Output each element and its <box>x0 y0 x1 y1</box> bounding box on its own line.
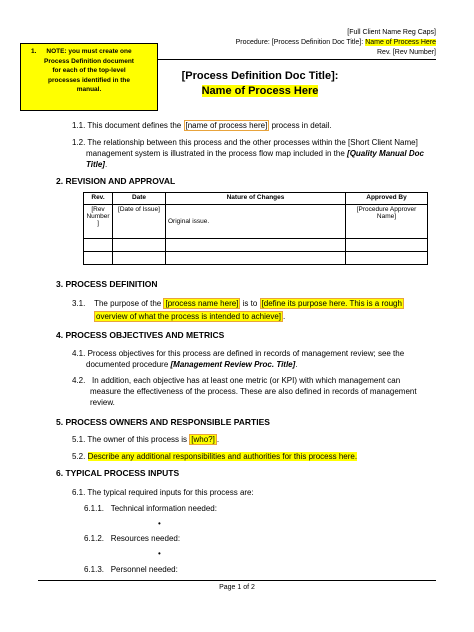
table-header: Nature of Changes <box>166 193 346 205</box>
note-box <box>20 43 158 111</box>
note-line-3: for each of the top-level <box>52 67 126 74</box>
table-cell: [Procedure Approver Name] <box>346 205 428 239</box>
placeholder-purpose: [define its purpose here. This is a rough <box>261 299 402 308</box>
header-procedure-prefix: Procedure: [Process Definition Doc Title]: <box>235 39 364 46</box>
item-number: 6.1.3. <box>84 565 105 574</box>
bullet-6-1-1: • <box>158 519 161 528</box>
section-3-heading: 3. PROCESS DEFINITION <box>56 279 158 289</box>
placeholder-process-name: [process name here] <box>165 299 239 308</box>
bullet-6-1-2: • <box>158 549 161 558</box>
table-row <box>84 239 428 252</box>
para-3-1 <box>72 298 442 322</box>
table-row <box>84 252 428 265</box>
table-cell: [Rev Number ] <box>84 205 113 239</box>
para-4-1 <box>72 348 447 370</box>
quality-manual-ref-cont: Title] <box>86 160 105 169</box>
note-number: 1. <box>31 48 37 55</box>
para-text: The relationship between this process and the other processes within the [Short Client Name] <box>87 138 418 147</box>
item-text: Personnel needed: <box>110 565 178 574</box>
table-header: Date <box>113 193 166 205</box>
para-4-2 <box>72 375 447 408</box>
para-5-2 <box>72 451 357 462</box>
note-line-4: processes identified in the <box>48 76 130 84</box>
para-text: management system is illustrated in the process flow map included in the <box>86 149 345 158</box>
table-cell: Original issue. <box>166 205 346 239</box>
para-6-1: 6.1. The typical required inputs for this process are: <box>72 488 254 497</box>
placeholder-owner: [who?] <box>191 435 215 444</box>
para-text: . <box>295 360 298 369</box>
table-header: Approved By <box>346 193 428 205</box>
table-header-row <box>84 193 428 205</box>
para-text: measure the effectiveness of the process. These are also defined in records of management <box>90 387 417 396</box>
section-2-heading: 2. REVISION AND APPROVAL <box>56 176 176 186</box>
header-rev: Rev. [Rev Number] <box>377 49 436 56</box>
para-text: Process objectives for this process are defined in records of management review; see the <box>87 349 405 358</box>
table-row <box>84 205 428 239</box>
item-6-1-3 <box>84 564 178 575</box>
para-text: This document defines the <box>87 121 182 130</box>
header-procedure <box>236 38 436 48</box>
table-header: Rev. <box>84 193 113 205</box>
item-6-1-2 <box>84 533 180 544</box>
item-6-1-1 <box>84 503 217 514</box>
placeholder-responsibilities: Describe any additional responsibilities and authorities for this process here. <box>87 452 358 461</box>
para-text: review. <box>90 398 115 407</box>
mgmt-review-ref: [Management Review Proc. Title] <box>170 360 296 369</box>
header-client-name: [Full Client Name Reg Caps] <box>347 29 436 36</box>
section-6-heading: 6. TYPICAL PROCESS INPUTS <box>56 468 180 478</box>
note-line-2: Process Definition document <box>44 57 134 65</box>
para-number: 1.1. <box>72 121 86 130</box>
para-1-1 <box>72 120 332 131</box>
para-number: 1.2. <box>72 138 86 147</box>
page-title-line2: Name of Process Here <box>201 85 319 97</box>
note-line-5: manual. <box>76 86 102 93</box>
quality-manual-ref: [Quality Manual Doc <box>347 149 424 158</box>
para-number: 3.1. <box>72 299 86 308</box>
item-number: 6.1.1. <box>84 504 105 513</box>
section-4-heading: 4. PROCESS OBJECTIVES AND METRICS <box>56 330 225 340</box>
para-5-1 <box>72 434 219 445</box>
para-text: In addition, each objective has at least one metric (or KPI) with which management can <box>92 376 401 385</box>
para-number: 4.2. <box>72 376 86 385</box>
section-5-heading: 5. PROCESS OWNERS AND RESPONSIBLE PARTIES <box>56 417 270 427</box>
para-text: process in detail. <box>271 121 332 130</box>
para-text: . <box>216 435 220 444</box>
para-number: 4.1. <box>72 349 86 358</box>
para-text: is to <box>242 299 258 308</box>
para-text: . <box>283 312 286 321</box>
para-1-2 <box>72 137 442 170</box>
placeholder-purpose-cont: overview of what the process is intended to achieve] <box>96 312 281 321</box>
note-line-1: NOTE: you must create one <box>46 48 132 55</box>
item-text: Technical information needed: <box>110 504 217 513</box>
placeholder-process-name: [name of process here] <box>185 121 268 130</box>
para-text: . <box>104 160 108 169</box>
para-text: The owner of this process is <box>87 435 188 444</box>
item-number: 6.1.2. <box>84 534 105 543</box>
footer-rule <box>38 580 436 581</box>
para-number: 5.2. <box>72 452 86 461</box>
para-number: 5.1. <box>72 435 86 444</box>
item-text: Resources needed: <box>110 534 181 543</box>
header-procedure-highlight: Name of Process Here <box>365 39 436 46</box>
page-title <box>150 69 370 99</box>
revision-table <box>83 192 428 265</box>
table-cell: [Date of Issue] <box>113 205 166 239</box>
para-text: documented procedure <box>86 360 169 369</box>
footer-page-number: Page 1 of 2 <box>219 584 255 591</box>
para-text: The purpose of the <box>94 299 162 308</box>
page-title-line1: [Process Definition Doc Title]: <box>181 70 339 82</box>
